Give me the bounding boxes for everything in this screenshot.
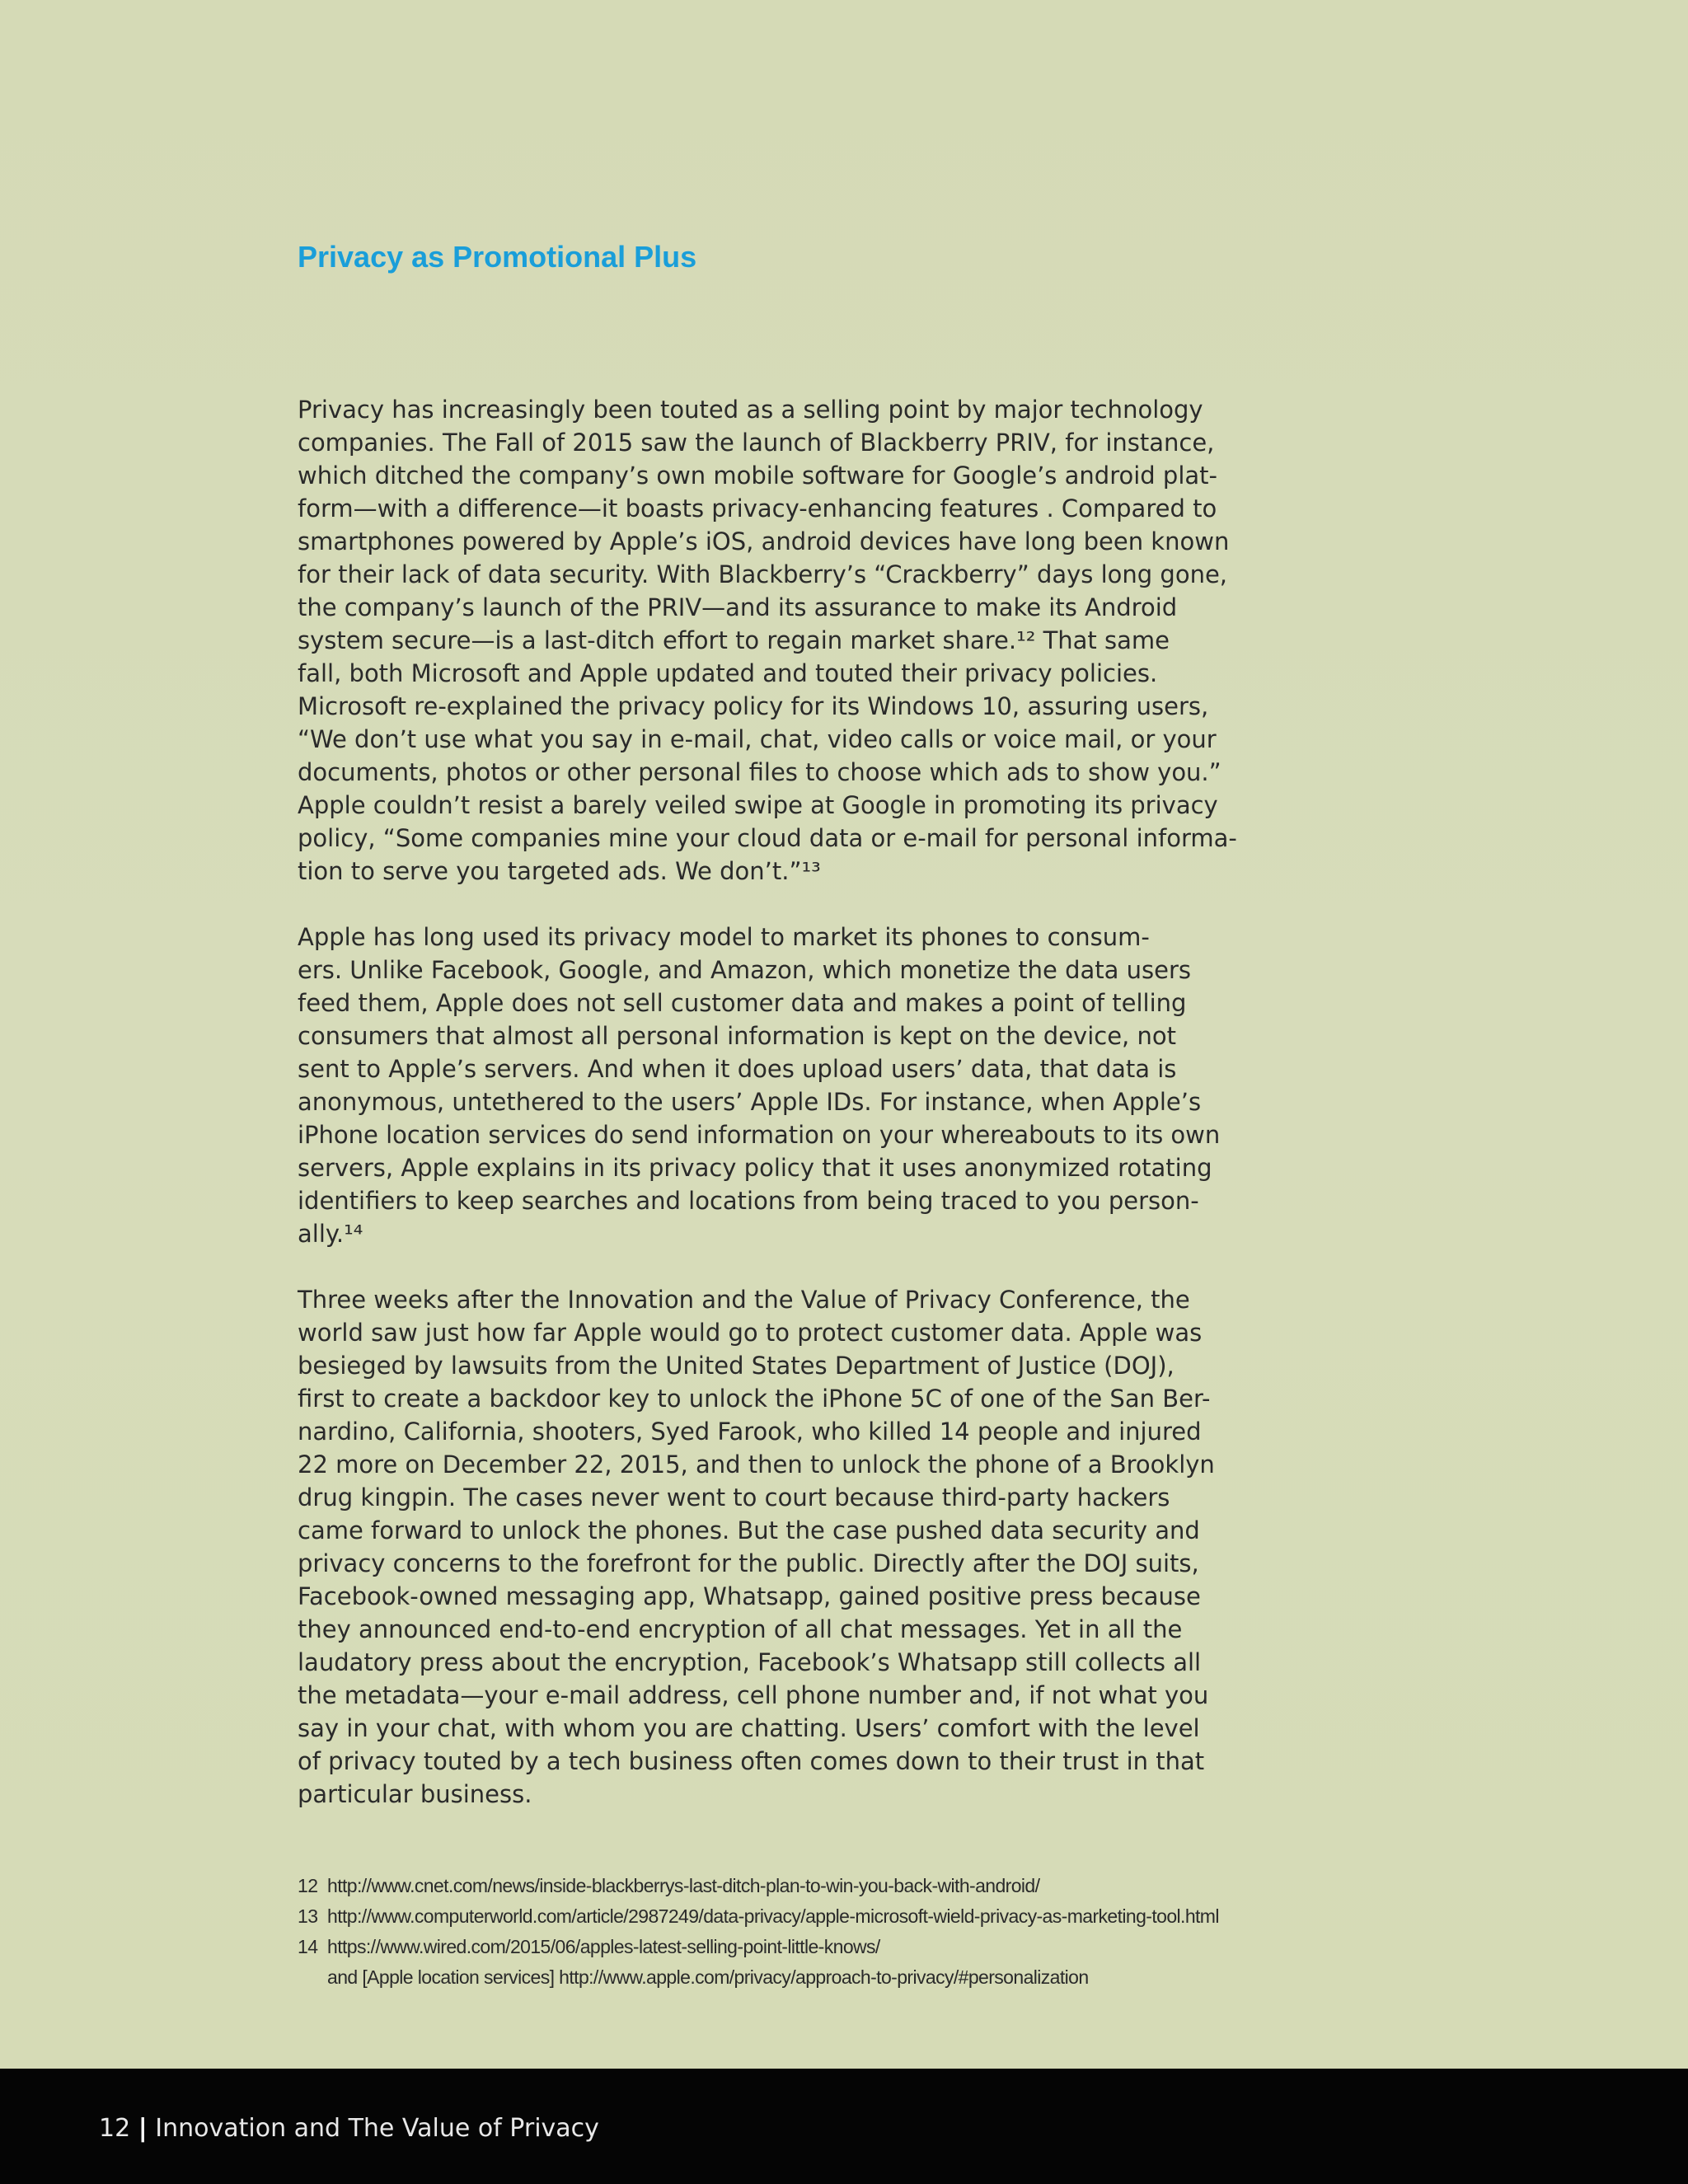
- body-line: anonymous, untethered to the users’ Apple IDs. For instance, when Apple’s: [298, 1088, 1202, 1116]
- footnote-link[interactable]: http://www.computerworld.com/article/2987249/data-privacy/apple-microsoft-wield-privacy-as-marketing-tool.html: [327, 1905, 1219, 1927]
- footer-separator: |: [138, 2114, 148, 2143]
- body-line: “We don’t use what you say in e-mail, chat, video calls or voice mail, or your: [298, 725, 1217, 753]
- body-line: the company’s launch of the PRIV—and its assurance to make its Android: [298, 593, 1178, 621]
- body-line: form—with a difference—it boasts privacy-enhancing features . Compared to: [298, 494, 1217, 523]
- body-paragraph: [298, 921, 1237, 1250]
- body-line: of privacy touted by a tech business often comes down to their trust in that: [298, 1747, 1205, 1775]
- body-line: sent to Apple’s servers. And when it does upload users’ data, that data is: [298, 1055, 1177, 1083]
- page-footer: [0, 2069, 1688, 2184]
- body-line: which ditched the company’s own mobile software for Google’s android plat-: [298, 462, 1217, 490]
- body-line: for their lack of data security. With Blackberry’s “Crackberry” days long gone,: [298, 560, 1228, 588]
- body-line: Privacy has increasingly been touted as a selling point by major technology: [298, 396, 1203, 424]
- body-line: particular business.: [298, 1780, 532, 1808]
- body-line: identifiers to keep searches and locations from being traced to you person-: [298, 1187, 1199, 1215]
- body-line: Apple couldn’t resist a barely veiled swipe at Google in promoting its privacy: [298, 791, 1218, 819]
- footnote: [298, 1871, 1219, 1901]
- body-paragraph: [298, 1283, 1237, 1811]
- body-line: smartphones powered by Apple’s iOS, android devices have long been known: [298, 527, 1230, 555]
- body-line: they announced end-to-end encryption of all chat messages. Yet in all the: [298, 1615, 1183, 1643]
- footer-publication-title: Innovation and The Value of Privacy: [155, 2114, 599, 2143]
- body-line: feed them, Apple does not sell customer data and makes a point of telling: [298, 989, 1187, 1017]
- body-paragraph: [298, 393, 1237, 888]
- body-line: Microsoft re-explained the privacy policy for its Windows 10, assuring users,: [298, 692, 1209, 720]
- body-line: drug kingpin. The cases never went to court because third-party hackers: [298, 1483, 1170, 1511]
- body-line: iPhone location services do send information on your whereabouts to its own: [298, 1121, 1221, 1149]
- body-line: servers, Apple explains in its privacy policy that it uses anonymized rotating: [298, 1154, 1212, 1182]
- body-line: Facebook-owned messaging app, Whatsapp, gained positive press because: [298, 1582, 1201, 1610]
- body-line: say in your chat, with whom you are chatting. Users’ comfort with the level: [298, 1714, 1200, 1742]
- body-line: tion to serve you targeted ads. We don’t.”¹³: [298, 857, 821, 885]
- body-line: documents, photos or other personal files to choose which ads to show you.”: [298, 758, 1221, 786]
- footer-text: [99, 2112, 599, 2145]
- body-line: the metadata—your e-mail address, cell phone number and, if not what you: [298, 1681, 1209, 1709]
- body-line: first to create a backdoor key to unlock the iPhone 5C of one of the San Ber-: [298, 1385, 1211, 1413]
- footer-page-number: 12: [99, 2114, 131, 2143]
- body-line: ers. Unlike Facebook, Google, and Amazon, which monetize the data users: [298, 956, 1192, 984]
- body-line: privacy concerns to the forefront for the public. Directly after the DOJ suits,: [298, 1549, 1199, 1577]
- footnote-continuation[interactable]: and [Apple location services] http://www.apple.com/privacy/approach-to-privacy/#personalization: [327, 1966, 1089, 1988]
- footnote-link[interactable]: http://www.cnet.com/news/inside-blackberrys-last-ditch-plan-to-win-you-back-with-android/: [327, 1875, 1040, 1896]
- footnotes: [298, 1871, 1219, 1993]
- body-line: nardino, California, shooters, Syed Farook, who killed 14 people and injured: [298, 1418, 1202, 1446]
- body-line: world saw just how far Apple would go to protect customer data. Apple was: [298, 1319, 1203, 1347]
- body-line: besieged by lawsuits from the United States Department of Justice (DOJ),: [298, 1352, 1175, 1380]
- footnote-number: 12: [298, 1875, 318, 1896]
- body-line: 22 more on December 22, 2015, and then to unlock the phone of a Brooklyn: [298, 1451, 1215, 1479]
- body-line: fall, both Microsoft and Apple updated and touted their privacy policies.: [298, 659, 1158, 687]
- footnote: [298, 1901, 1219, 1932]
- body-line: came forward to unlock the phones. But the case pushed data security and: [298, 1516, 1200, 1544]
- footnote-number: 13: [298, 1905, 318, 1927]
- footnote-link[interactable]: https://www.wired.com/2015/06/apples-latest-selling-point-little-knows/: [327, 1936, 880, 1957]
- article-body: [298, 393, 1237, 1811]
- body-line: laudatory press about the encryption, Facebook’s Whatsapp still collects all: [298, 1648, 1202, 1676]
- body-line: system secure—is a last-ditch effort to regain market share.¹² That same: [298, 626, 1170, 654]
- article-content: [298, 239, 1237, 1844]
- body-line: Three weeks after the Innovation and the Value of Privacy Conference, the: [298, 1286, 1190, 1314]
- body-line: policy, “Some companies mine your cloud data or e-mail for personal informa-: [298, 824, 1237, 852]
- body-line: Apple has long used its privacy model to market its phones to consum-: [298, 923, 1150, 951]
- body-line: consumers that almost all personal information is kept on the device, not: [298, 1022, 1176, 1050]
- section-title: Privacy as Promotional Plus: [298, 240, 697, 274]
- footnote-number: 14: [298, 1936, 318, 1957]
- body-line: companies. The Fall of 2015 saw the launch of Blackberry PRIV, for instance,: [298, 429, 1215, 457]
- footnote: [298, 1932, 1219, 1962]
- body-line: ally.¹⁴: [298, 1220, 363, 1248]
